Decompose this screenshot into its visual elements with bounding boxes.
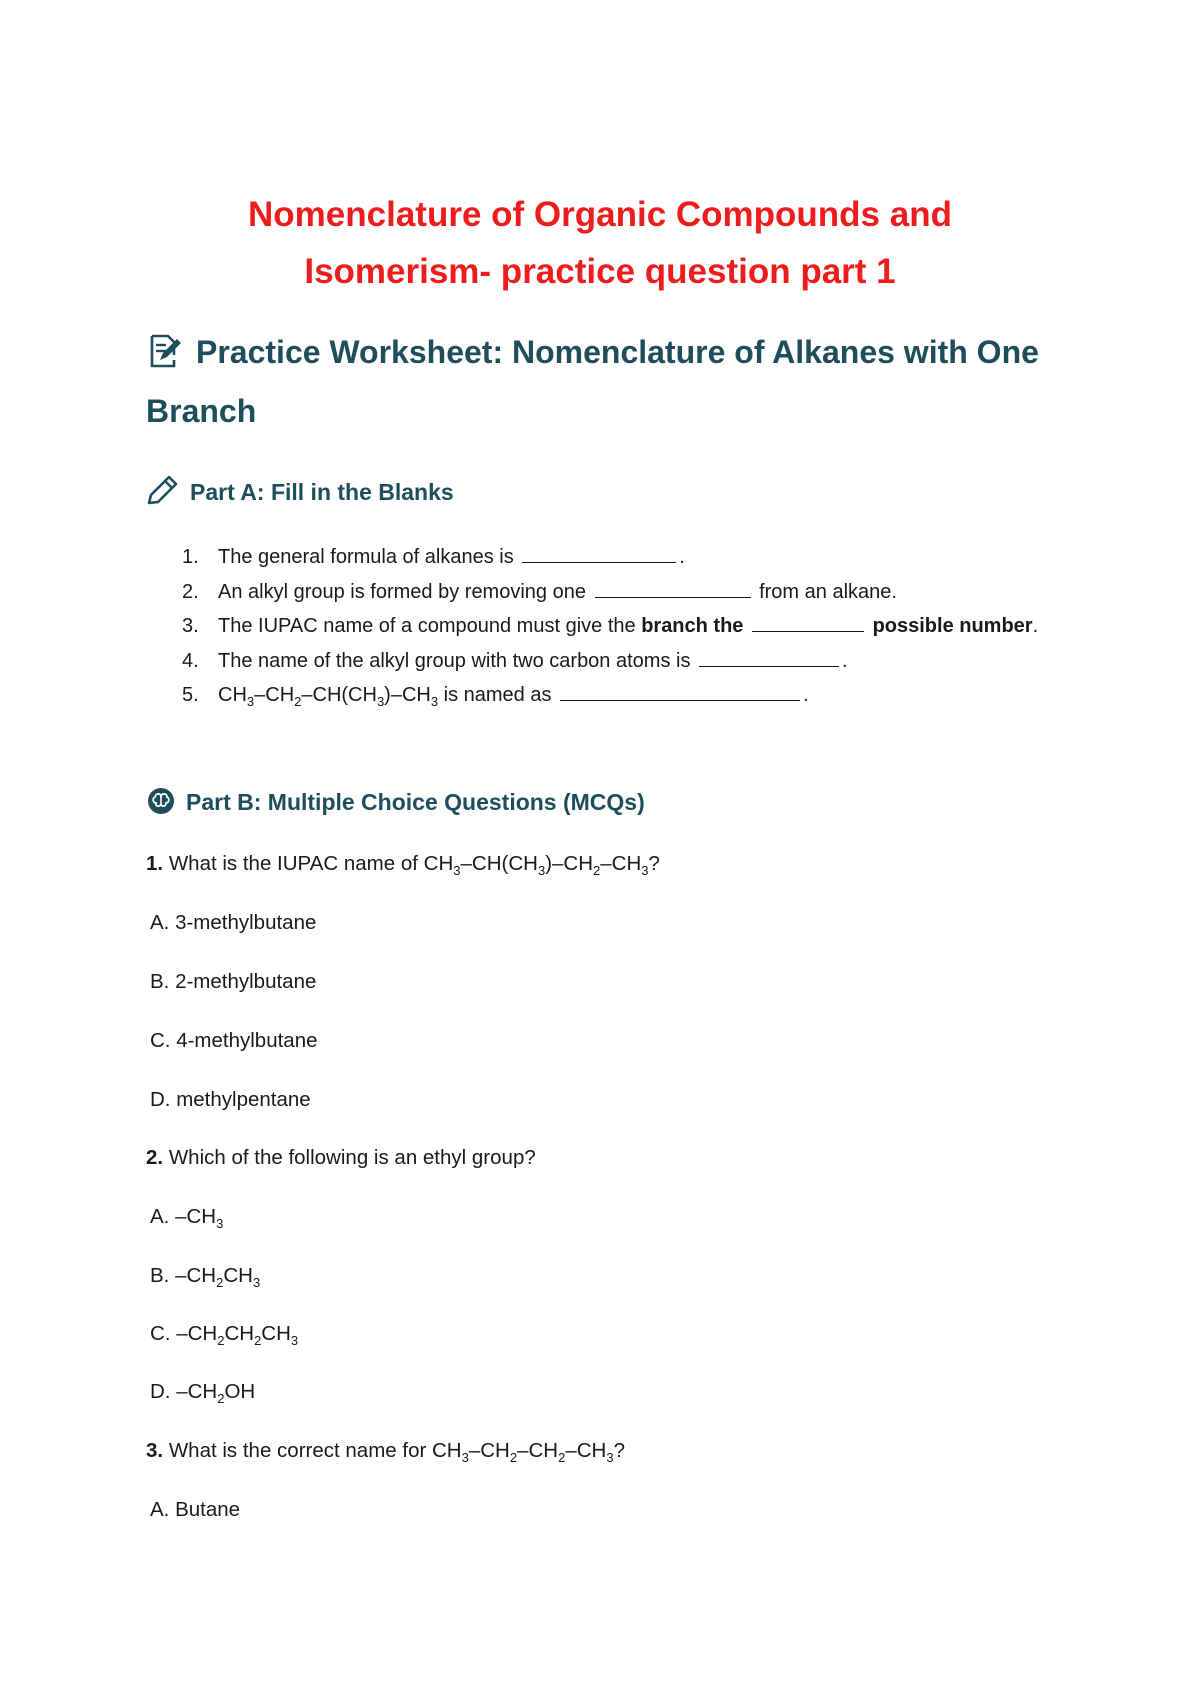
pencil-icon (146, 476, 180, 513)
answer-blank[interactable] (699, 647, 839, 667)
option-b[interactable]: B. 2-methylbutane (150, 970, 317, 993)
option-c[interactable]: C. 4-methylbutane (150, 1029, 318, 1052)
memo-pencil-icon (146, 332, 182, 385)
chemical-formula: $CH_3-CH(CH_3)-CH_2-CH_3$ (423, 852, 649, 878)
worksheet-heading (146, 326, 1076, 438)
option-a[interactable]: A. $-CH_3$ (150, 1205, 224, 1231)
title-line-2: Isomerism- practice question part 1 (304, 252, 896, 291)
option-c[interactable]: C. $-CH_2CH_2CH_3$ (150, 1322, 299, 1348)
answer-blank[interactable] (560, 681, 800, 701)
list-item: 3. The IUPAC name of a compound must give the branch the possible number. (146, 609, 1076, 644)
chemical-formula: $CH_3-CH_2-CH_2-CH_3$ (432, 1439, 614, 1465)
chemical-formula: $-CH_2CH_2CH_3$ (176, 1322, 299, 1348)
question-3: 3. What is the correct name for $CH_3-CH_2-CH_2-CH_3$? (146, 1439, 625, 1465)
option-a[interactable]: A. Butane (150, 1498, 241, 1521)
part-b-heading-text: Part B: Multiple Choice Questions (MCQs) (186, 789, 645, 815)
question-2: 2. Which of the following is an ethyl group? (146, 1146, 536, 1169)
part-a-heading (146, 476, 454, 513)
chemical-formula: $-CH_2CH_3$ (175, 1264, 261, 1290)
answer-blank[interactable] (522, 543, 676, 563)
option-b[interactable]: B. $-CH_2CH_3$ (150, 1264, 261, 1290)
document-title (0, 186, 1200, 300)
chemical-formula: $-CH_3$ (175, 1205, 224, 1231)
brain-icon (146, 786, 176, 823)
worksheet-heading-text: Practice Worksheet: Nomenclature of Alkanes with One Branch (146, 334, 1039, 429)
fill-blanks-list (146, 540, 1076, 713)
chemical-formula: $CH_3-CH_2-CH(CH_3)-CH_3$ (218, 684, 439, 710)
answer-blank[interactable] (752, 612, 864, 632)
part-b-heading (146, 786, 645, 823)
list-item: 4. The name of the alkyl group with two carbon atoms is . (146, 644, 1076, 679)
chemical-formula: $-CH_2OH$ (176, 1380, 256, 1406)
option-d[interactable]: D. $-CH_2OH$ (150, 1380, 256, 1406)
question-1: 1. What is the IUPAC name of $CH_3-CH(CH_3)-CH_2-CH_3$? (146, 852, 660, 878)
option-a[interactable]: A. 3-methylbutane (150, 911, 317, 934)
title-line-1: Nomenclature of Organic Compounds and (248, 195, 952, 234)
part-a-heading-text: Part A: Fill in the Blanks (190, 479, 454, 505)
option-d[interactable]: D. methylpentane (150, 1088, 311, 1111)
list-item: 5. $CH_3-CH_2-CH(CH_3)-CH_3$ is named as . (146, 678, 1076, 713)
list-item: 1. The general formula of alkanes is . (146, 540, 1076, 575)
list-item: 2. An alkyl group is formed by removing one from an alkane. (146, 575, 1076, 610)
answer-blank[interactable] (595, 578, 751, 598)
